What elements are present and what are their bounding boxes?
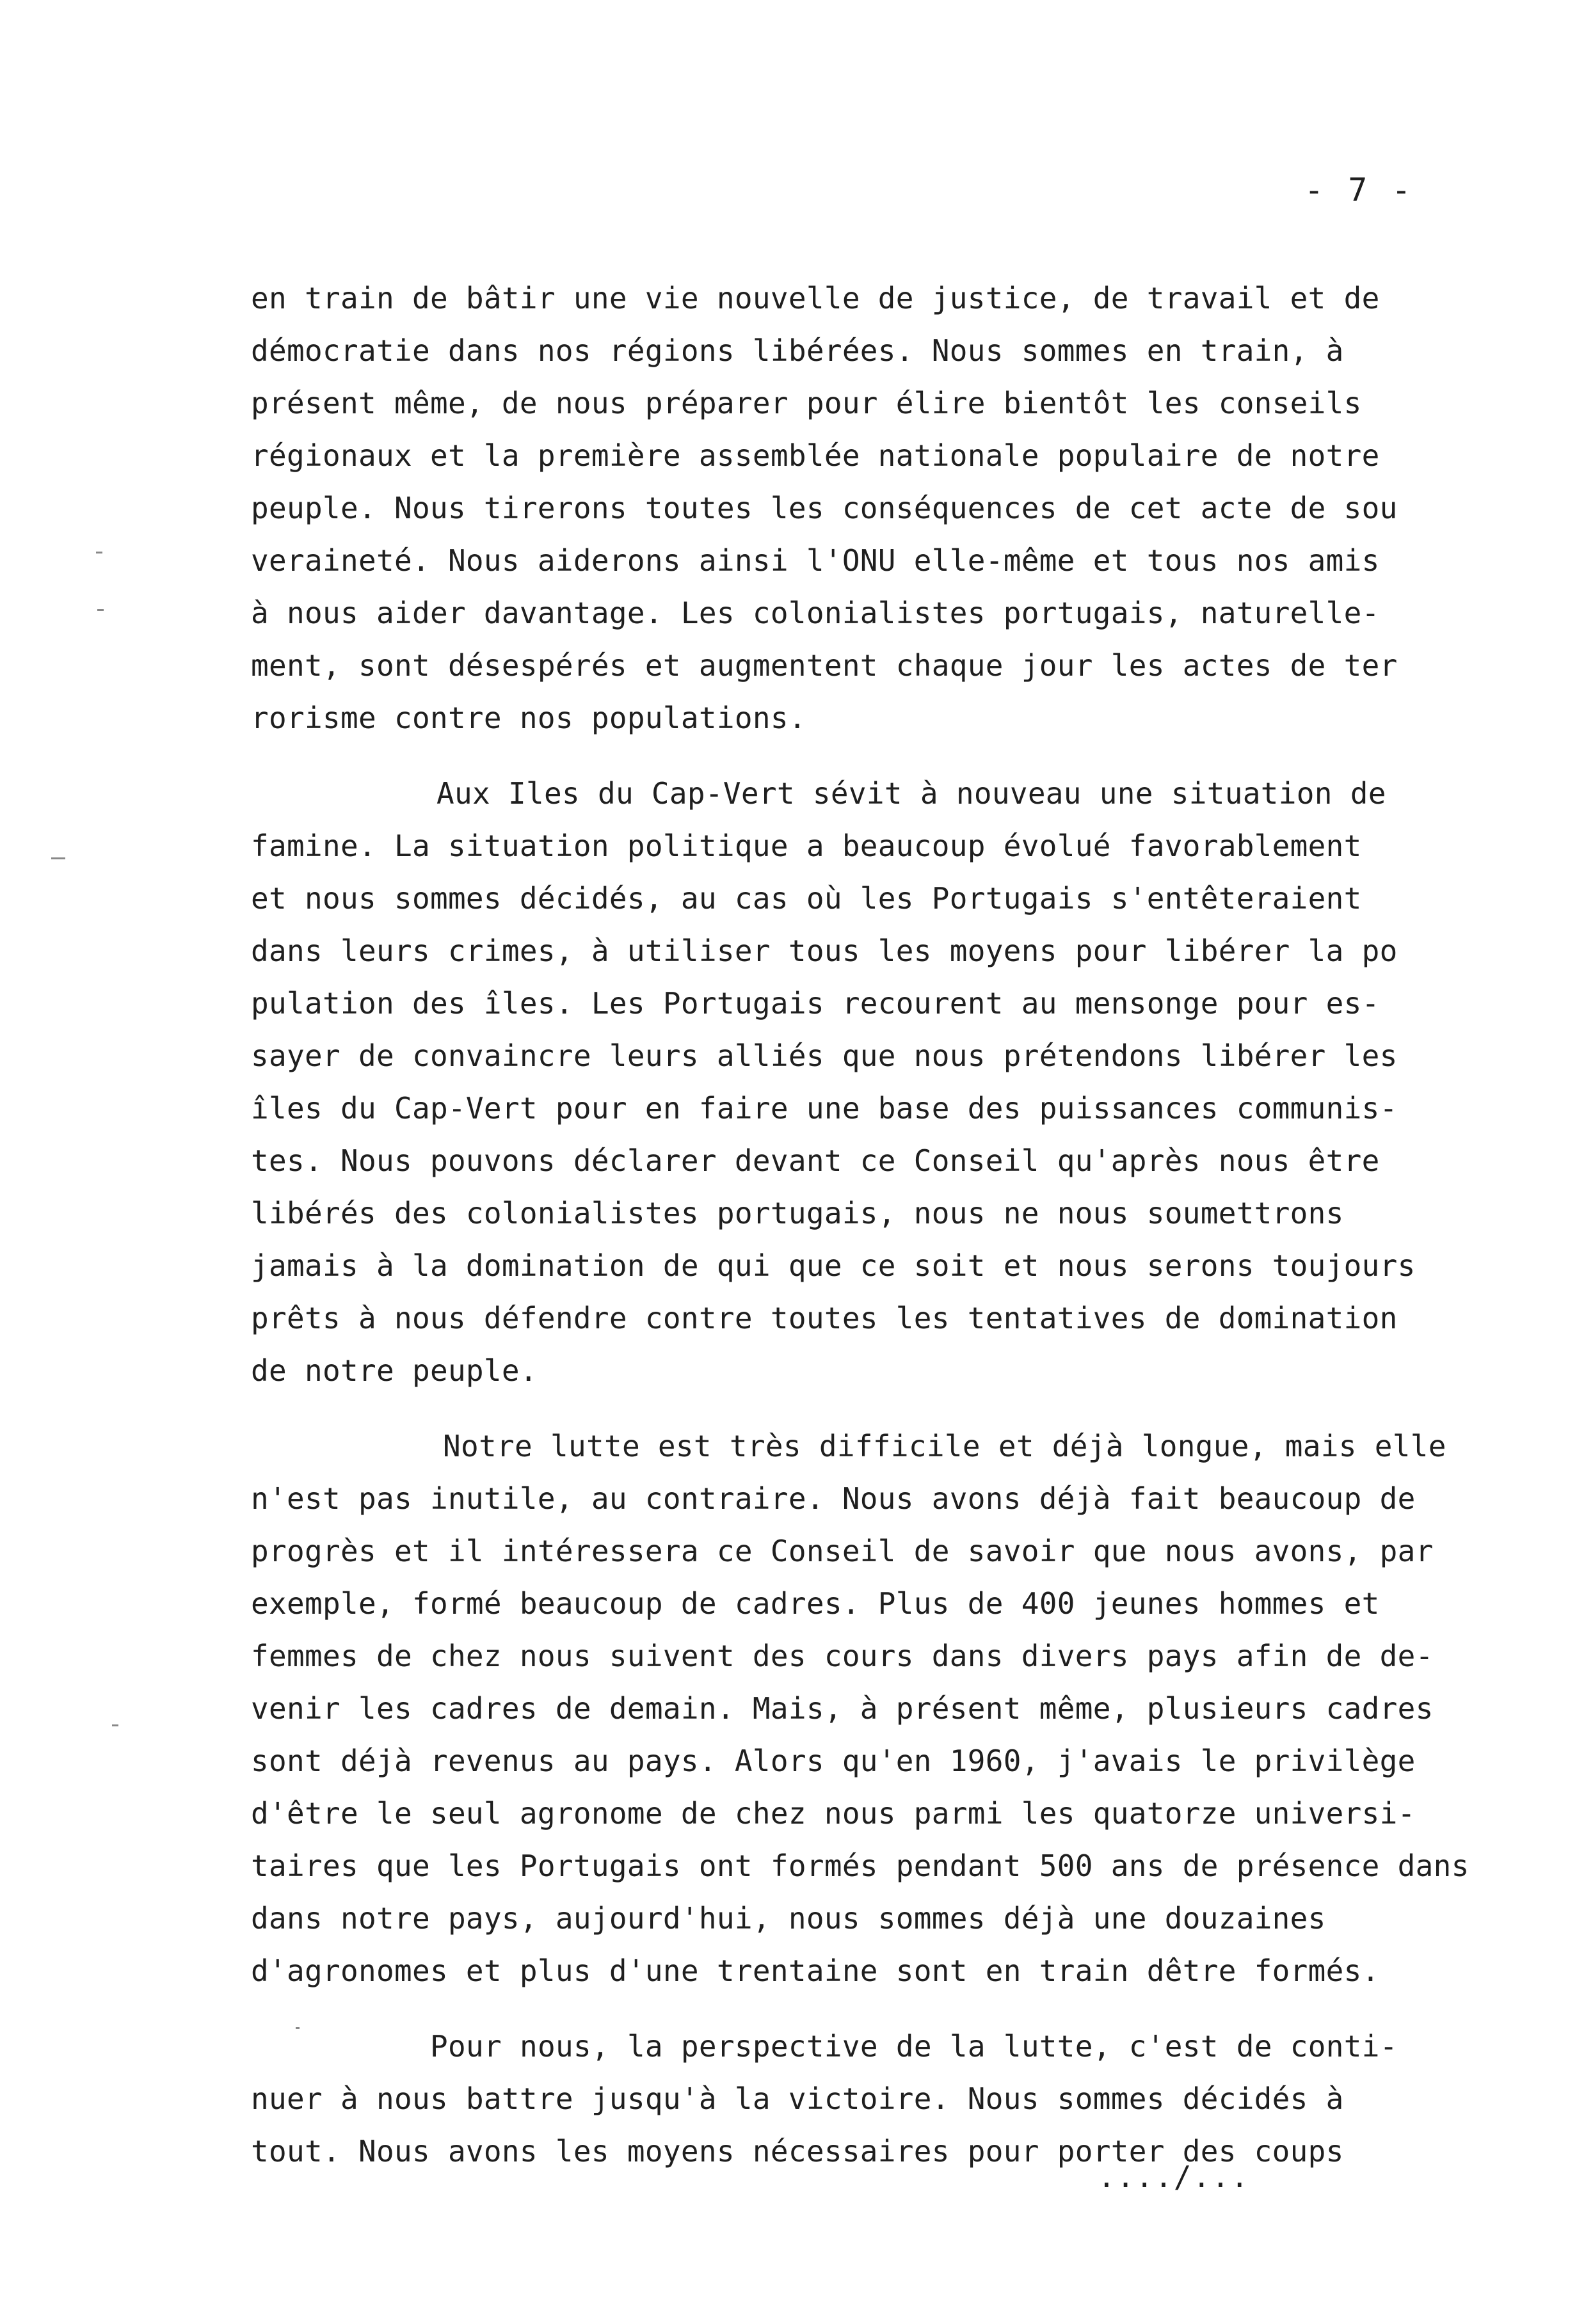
text-line: progrès et il intéressera ce Conseil de savoir que nous avons, par <box>251 1534 1434 1568</box>
scan-speck <box>97 609 104 611</box>
text-line: dans leurs crimes, à utiliser tous les moyens pour libérer la po <box>251 934 1398 968</box>
text-line: libérés des colonialistes portugais, nous ne nous soumettrons <box>251 1196 1344 1230</box>
body-text <box>251 272 1563 2177</box>
text-line: sont déjà revenus au pays. Alors qu'en 1960, j'avais le privilège <box>251 1744 1416 1778</box>
text-line: Notre lutte est très difficile et déjà longue, mais elle <box>443 1429 1446 1463</box>
text-line: femmes de chez nous suivent des cours dans divers pays afin de de- <box>251 1639 1434 1673</box>
scan-speck <box>296 2027 300 2029</box>
text-line: dans notre pays, aujourd'hui, nous sommes déjà une douzaines <box>251 1901 1326 1936</box>
scan-speck <box>96 552 102 553</box>
text-line: peuple. Nous tirerons toutes les conséquences de cet acte de sou <box>251 491 1398 525</box>
text-line: ment, sont désespérés et augmentent chaque jour les actes de ter <box>251 648 1398 683</box>
text-line: d'être le seul agronome de chez nous parmi les quatorze universi- <box>251 1796 1416 1831</box>
text-line: taires que les Portugais ont formés pendant 500 ans de présence dans <box>251 1849 1469 1883</box>
text-line: veraineté. Nous aiderons ainsi l'ONU elle-même et tous nos amis <box>251 543 1380 578</box>
text-line: exemple, formé beaucoup de cadres. Plus de 400 jeunes hommes et <box>251 1586 1380 1621</box>
continuation-mark: ..../... <box>1098 2160 1250 2194</box>
text-line: jamais à la domination de qui que ce soit et nous serons toujours <box>251 1248 1416 1283</box>
text-line: d'agronomes et plus d'une trentaine sont en train dêtre formés. <box>251 1954 1380 1988</box>
text-line: îles du Cap-Vert pour en faire une base des puissances communis- <box>251 1091 1398 1126</box>
paragraph-4 <box>251 2020 1563 2177</box>
text-line: tes. Nous pouvons déclarer devant ce Conseil qu'après nous être <box>251 1143 1380 1178</box>
text-line: venir les cadres de demain. Mais, à présent même, plusieurs cadres <box>251 1691 1434 1726</box>
text-line: présent même, de nous préparer pour élire bientôt les conseils <box>251 386 1362 420</box>
text-line: régionaux et la première assemblée nationale populaire de notre <box>251 438 1380 473</box>
text-line: rorisme contre nos populations. <box>251 701 806 735</box>
text-line: famine. La situation politique a beaucoup évolué favorablement <box>251 829 1362 863</box>
text-line: Aux Iles du Cap-Vert sévit à nouveau une situation de <box>436 776 1386 811</box>
text-line: de notre peuple. <box>251 1353 538 1388</box>
text-line: n'est pas inutile, au contraire. Nous avons déjà fait beaucoup de <box>251 1481 1416 1516</box>
scan-speck <box>51 857 65 859</box>
text-line: tout. Nous avons les moyens nécessaires pour porter des coups <box>251 2134 1344 2169</box>
paragraph-1 <box>251 272 1563 744</box>
text-line: démocratie dans nos régions libérées. Nous sommes en train, à <box>251 333 1344 368</box>
text-line: Pour nous, la perspective de la lutte, c'est de conti- <box>430 2029 1398 2064</box>
text-line: à nous aider davantage. Les colonialistes portugais, naturelle- <box>251 596 1380 630</box>
page-number: - 7 - <box>1304 171 1414 209</box>
scan-speck <box>112 1724 118 1726</box>
text-line: et nous sommes décidés, au cas où les Portugais s'entêteraient <box>251 881 1362 916</box>
text-line: en train de bâtir une vie nouvelle de justice, de travail et de <box>251 281 1380 315</box>
paragraph-2 <box>251 767 1563 1397</box>
paragraph-3 <box>251 1420 1563 1997</box>
text-line: prêts à nous défendre contre toutes les tentatives de domination <box>251 1301 1398 1335</box>
text-line: nuer à nous battre jusqu'à la victoire. Nous sommes décidés à <box>251 2081 1344 2116</box>
text-line: pulation des îles. Les Portugais recourent au mensonge pour es- <box>251 986 1380 1021</box>
text-line: sayer de convaincre leurs alliés que nous prétendons libérer les <box>251 1039 1398 1073</box>
